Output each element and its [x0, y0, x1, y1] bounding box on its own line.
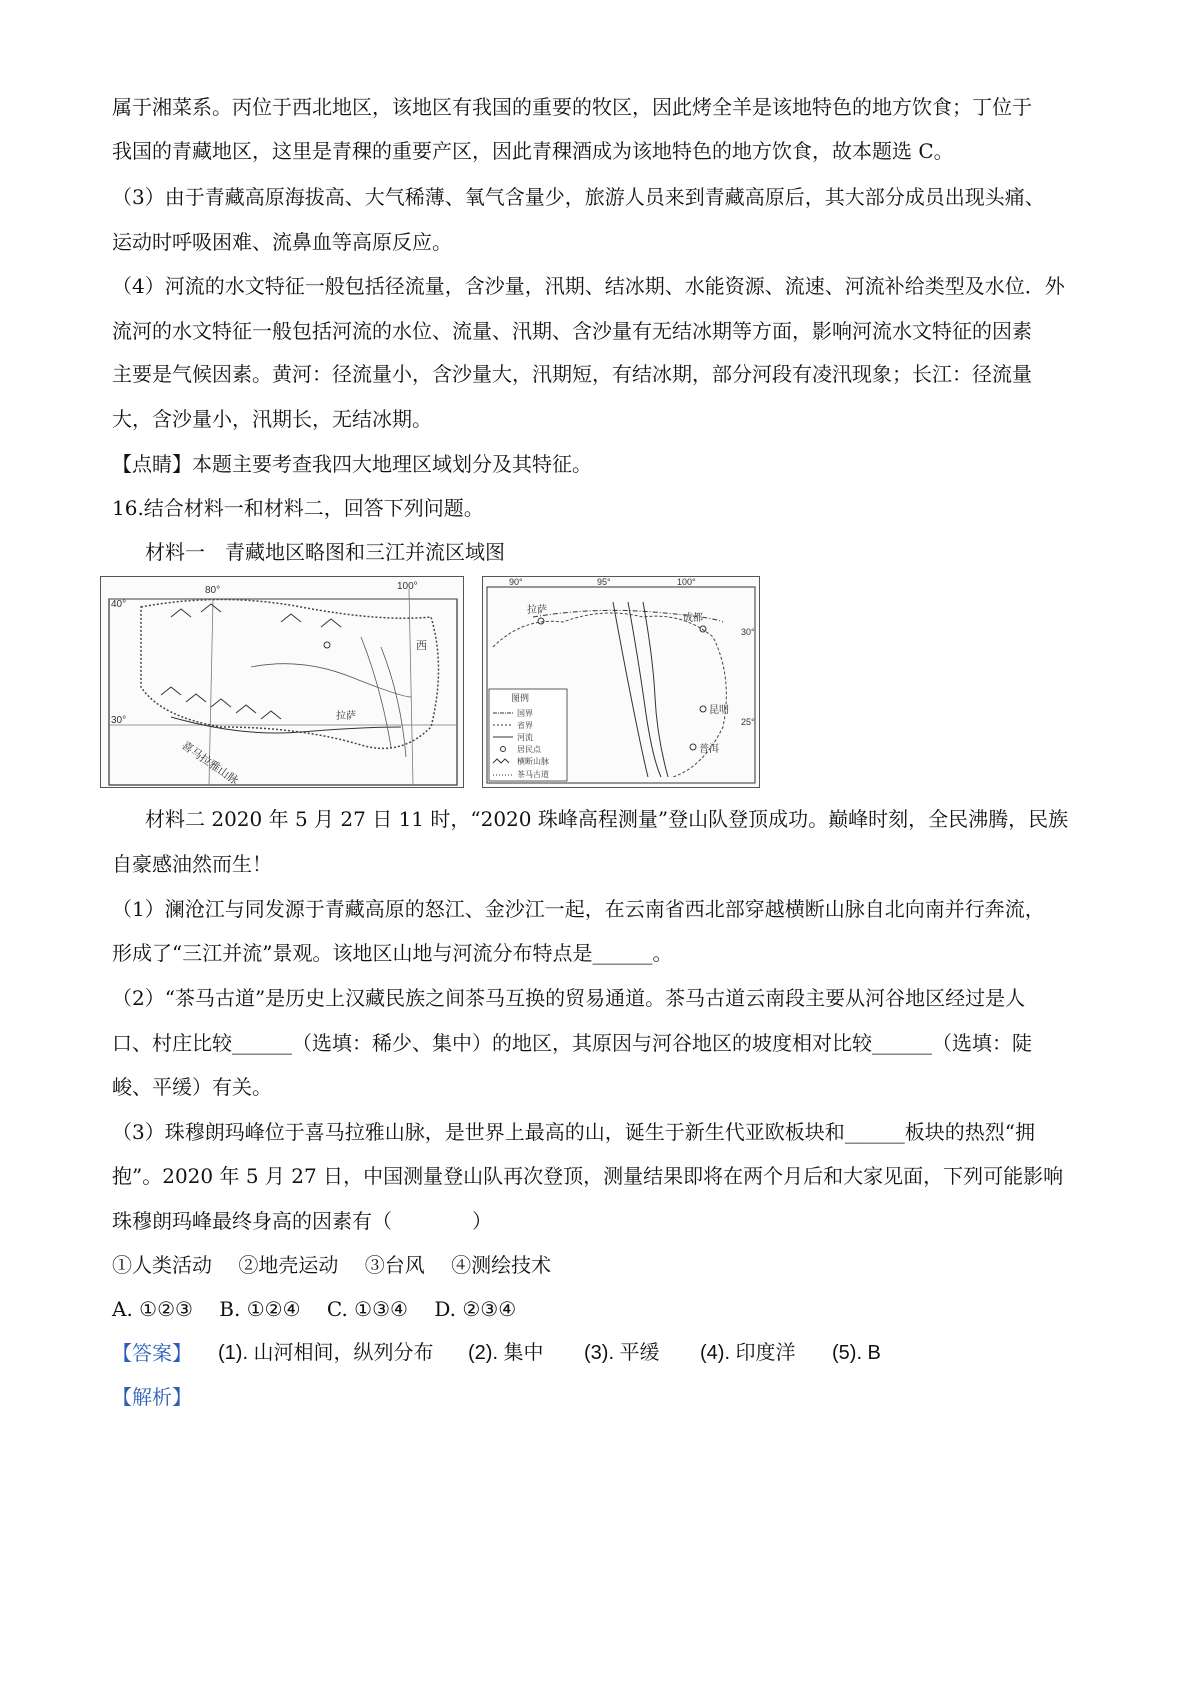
legend-item: 国界 [517, 709, 533, 718]
lon-label: 95° [597, 577, 611, 587]
city-label: 拉萨 [527, 605, 547, 616]
question-line: （1）澜沧江与同发源于青藏高原的怒江、金沙江一起，在云南省西北部穿越横断山脉自北向南并行奔流， [112, 897, 1045, 921]
text-line: 运动时呼吸困难、流鼻血等高原反应。 [112, 230, 452, 254]
question-16-title: 16.结合材料一和材料二，回答下列问题。 [112, 496, 484, 520]
text-line: 大，含沙量小，汛期长，无结冰期。 [112, 407, 432, 431]
lat-label: 30° [111, 715, 127, 726]
question-line: 抱”。2020 年 5 月 27 日，中国测量登山队再次登顶，测量结果即将在两个月后和大家见面，下列可能影响 [112, 1164, 1064, 1188]
answer-item: (3). 平缓 [584, 1342, 660, 1364]
legend-title: 图例 [511, 694, 530, 704]
answer-label: 【答案】 [112, 1341, 192, 1365]
lon-label: 90° [509, 577, 523, 587]
three-rivers-map-svg [483, 577, 759, 787]
legend-item: 河流 [517, 733, 533, 742]
question-line: 形成了“三江并流”景观。该地区山地与河流分布特点是______。 [112, 941, 673, 965]
answer-item: (5). B [832, 1342, 881, 1364]
qinghai-tibet-map-svg [101, 577, 463, 787]
point-note: 【点睛】本题主要考查我四大地理区域划分及其特征。 [112, 452, 592, 476]
question-line: （3）珠穆朗玛峰位于喜马拉雅山脉，是世界上最高的山，诞生于新生代亚欧板块和______板块的热烈“拥 [112, 1120, 1035, 1144]
text-line: 我国的青藏地区，这里是青稞的重要产区，因此青稞酒成为该地特色的地方饮食，故本题选 C。 [112, 139, 954, 163]
legend-item: 茶马古道 [517, 770, 549, 779]
question-line: （2）“茶马古道”是历史上汉藏民族之间茶马互换的贸易通道。茶马古道云南段主要从河谷地区经过是人 [112, 986, 1026, 1010]
analysis-label: 【解析】 [112, 1385, 192, 1409]
lon-label: 100° [677, 577, 696, 587]
question-line: 峻、平缓）有关。 [112, 1075, 272, 1099]
lon-label: 100° [397, 581, 418, 592]
place-label: 拉萨 [336, 711, 356, 722]
legend-item: 省界 [517, 721, 533, 730]
place-label: 西 [416, 639, 427, 652]
qinghai-tibet-map [100, 576, 464, 788]
legend-item: 横断山脉 [517, 757, 549, 766]
material-1-caption: 材料一 青藏地区略图和三江并流区域图 [145, 540, 505, 564]
text-line: 主要是气候因素。黄河：径流量小，含沙量大，汛期短，有结冰期，部分河段有凌汛现象；长江：径流量 [112, 362, 1032, 386]
question-line: 珠穆朗玛峰最终身高的因素有（ ） [112, 1209, 492, 1233]
lat-label: 30° [741, 627, 755, 637]
range-label: 喜马拉雅山脉 [179, 738, 241, 787]
material-2-line: 材料二 2020 年 5 月 27 日 11 时，“2020 珠峰高程测量”登山队登顶成功。巅峰时刻，全民沸腾，民族 [145, 807, 1069, 831]
answer-item: (4). 印度洋 [700, 1342, 796, 1364]
text-line: 流河的水文特征一般包括河流的水位、流量、汛期、含沙量有无结冰期等方面，影响河流水文特征的因素 [112, 319, 1032, 343]
question-choices: A. ①②③ B. ①②④ C. ①③④ D. ②③④ [112, 1297, 517, 1321]
city-label: 普洱 [699, 744, 719, 755]
answer-item: (2). 集中 [468, 1342, 544, 1364]
answer-item: (1). 山河相间，纵列分布 [218, 1342, 434, 1364]
city-label: 成都 [683, 613, 703, 624]
lat-label: 40° [111, 599, 127, 610]
material-2-line: 自豪感油然而生！ [112, 852, 272, 876]
lat-label: 25° [741, 717, 755, 727]
text-line: （3）由于青藏高原海拔高、大气稀薄、氧气含量少，旅游人员来到青藏高原后，其大部分成员出现头痛、 [112, 185, 1045, 209]
city-label: 昆明 [709, 705, 729, 716]
text-line: （4）河流的水文特征一般包括径流量，含沙量，汛期、结冰期、水能资源、流速、河流补给类型及水位．外 [112, 274, 1065, 298]
three-rivers-map [482, 576, 760, 788]
question-line: 口、村庄比较______（选填：稀少、集中）的地区，其原因与河谷地区的坡度相对比较______（选填：陡 [112, 1031, 1032, 1055]
legend-item: 居民点 [517, 745, 541, 754]
text-line: 属于湘菜系。丙位于西北地区，该地区有我国的重要的牧区，因此烤全羊是该地特色的地方饮食；丁位于 [112, 95, 1032, 119]
question-options: ①人类活动 ②地壳运动 ③台风 ④测绘技术 [112, 1253, 552, 1277]
lon-label: 80° [205, 585, 221, 596]
